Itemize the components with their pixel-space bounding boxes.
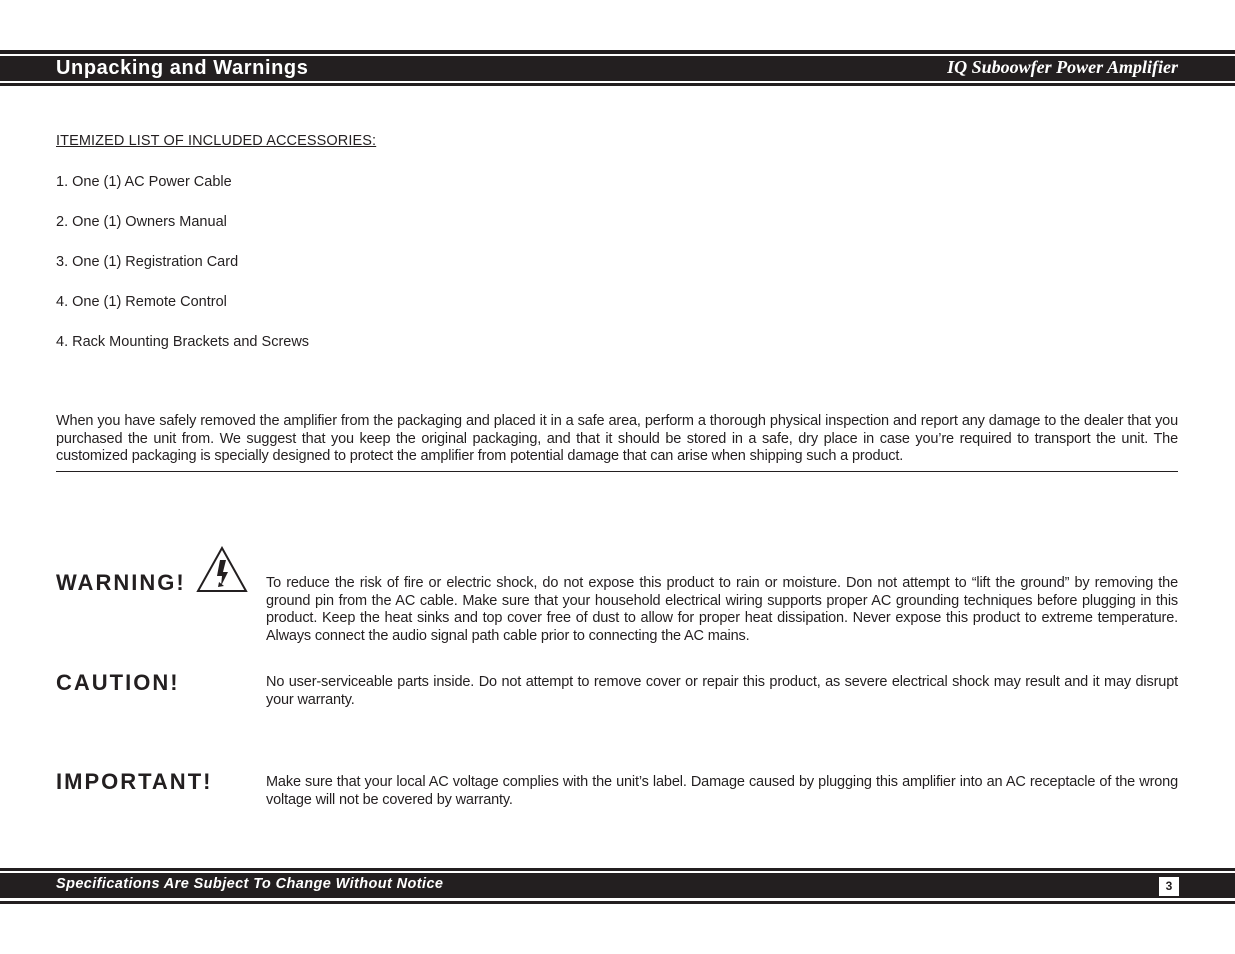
important-text: Make sure that your local AC voltage complies with the unit’s label. Damage caused by plugging this amplifier into an AC receptacle of the wrong voltage will not be covered by warranty. [266,774,1178,808]
list-item: 4. Rack Mounting Brackets and Screws [56,334,310,350]
section-title: Unpacking and Warnings [56,57,309,79]
caution-text: No user-serviceable parts inside. Do not attempt to remove cover or repair this product, as severe electrical shock may result and it may disrupt your warranty. [266,674,1178,708]
header-rule-bottom [0,83,1235,86]
header-rule-top [0,50,1235,54]
high-voltage-warning-icon [196,546,248,593]
warning-label: WARNING! [56,570,186,595]
intro-paragraph: When you have safely removed the amplifier from the packaging and placed it in a safe area, perform a thorough physical inspection and report any damage to the dealer that you purchased the unit from. We suggest that you keep the original packaging, and that it should be stored in a safe, dry place in case you’re required to transport the unit. The customized packaging is specially designed to protect the amplifier from potential damage that can arise when shipping such a product. [56,413,1178,464]
divider [56,471,1178,472]
accessories-heading: ITEMIZED LIST OF INCLUDED ACCESSORIES: [56,133,377,149]
page-number: 3 [1159,877,1179,896]
caution-label: CAUTION! [56,670,180,695]
product-name: IQ Suboowfer Power Amplifier [947,57,1178,77]
footer-rule-bottom [0,901,1235,904]
warning-text: To reduce the risk of fire or electric shock, do not expose this product to rain or moisture. Don not attempt to “lift the ground” by removing the ground pin from the AC cable. Make sure that your household electrical wiring supports proper AC grounding techniques before plugging in this product. Keep the heat sinks and top cover free of dust to allow for proper heat dissipation. Never expose this product to extreme temperature. Always connect the audio signal path cable prior to connecting the AC mains. [266,575,1178,644]
footer-rule-top [0,868,1235,871]
accessories-list [56,173,309,353]
important-label: IMPORTANT! [56,769,213,794]
list-item: 3. One (1) Registration Card [56,254,239,270]
footer-note: Specifications Are Subject To Change Without Notice [56,876,444,892]
list-item: 4. One (1) Remote Control [56,294,227,310]
list-item: 2. One (1) Owners Manual [56,214,227,230]
list-item: 1. One (1) AC Power Cable [56,174,232,190]
